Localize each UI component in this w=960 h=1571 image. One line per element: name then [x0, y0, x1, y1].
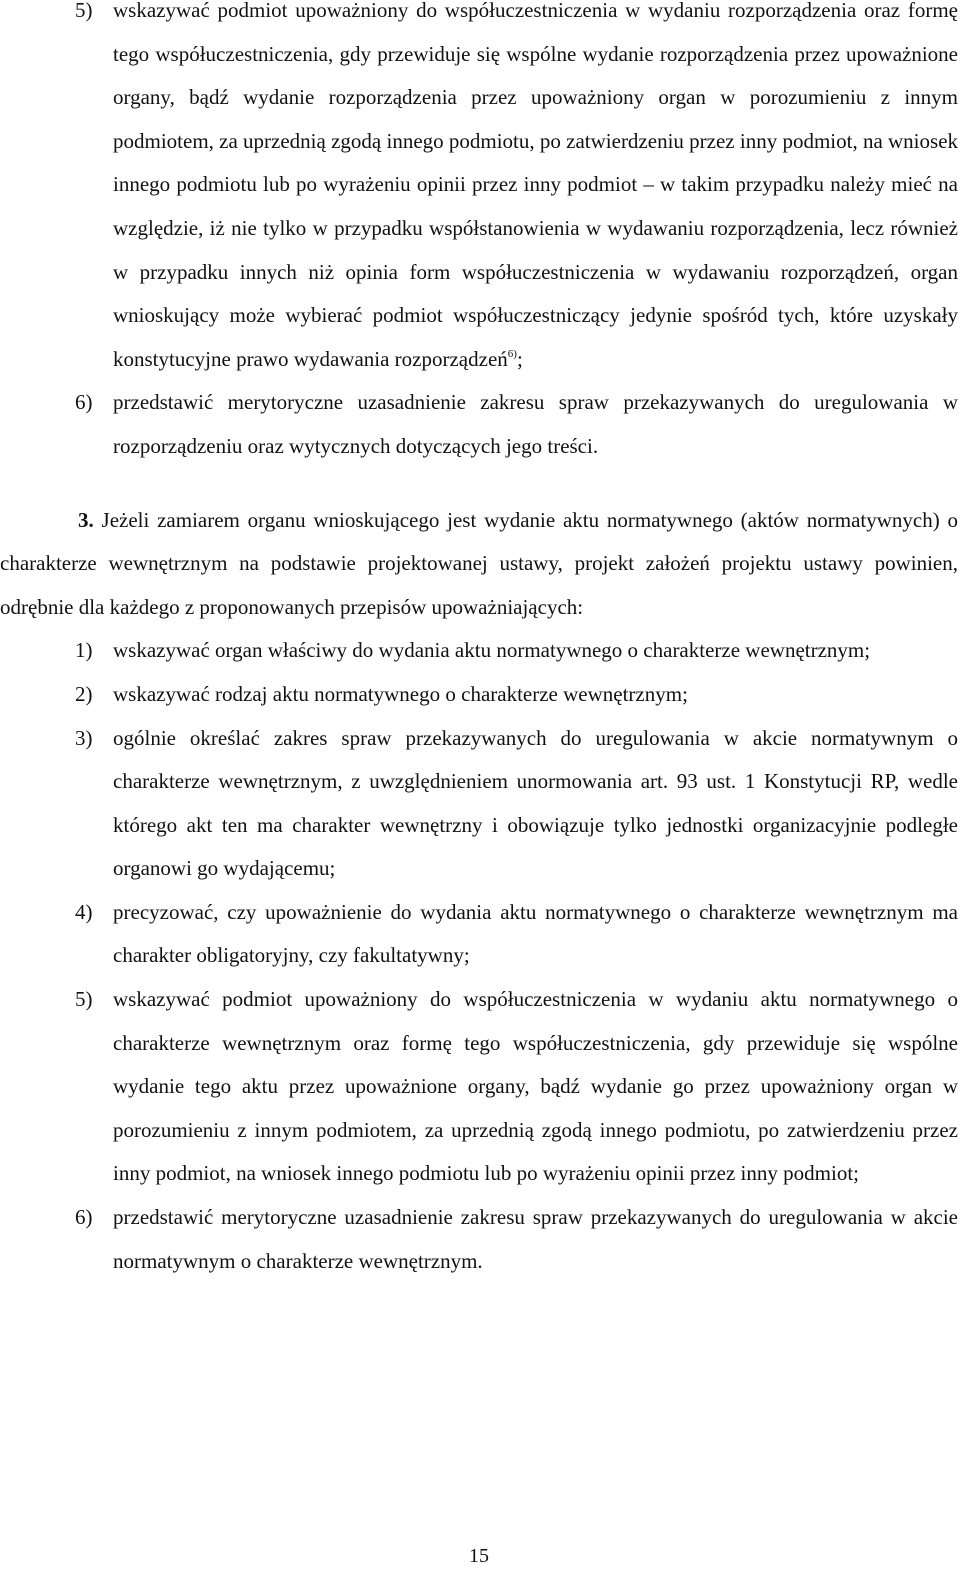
item-number: 6) — [75, 390, 93, 415]
list-item — [0, 381, 958, 468]
item-number: 3) — [75, 725, 93, 750]
item-text: wskazywać organ właściwy do wydania aktu normatywnego o charakterze wewnętrznym; — [113, 638, 871, 663]
item-number: 4) — [75, 899, 93, 924]
item-text: wskazywać podmiot upoważniony do współuczestniczenia w wydaniu aktu normatywnego o charakterze wewnętrznym oraz formę tego współuczestniczenia, gdy przewiduje się wspólne wydanie tego aktu przez upoważnione organy, bądź wydanie go przez upoważniony organ w porozumieniu z innym podmiotem, za uprzednią zgodą innego podmiotu, po zatwierdzeniu przez inny podmiot, na wniosek innego podmiotu lub po wyrażeniu opinii przez inny podmiot; — [113, 987, 958, 1186]
item-number: 1) — [75, 638, 93, 663]
item-text-end: ; — [516, 346, 523, 371]
section-3-paragraph — [0, 499, 958, 630]
item-text: precyzować, czy upoważnienie do wydania aktu normatywnego o charakterze wewnętrznym ma charakter obligatoryjny, czy fakultatywny; — [113, 899, 958, 968]
item-text: przedstawić merytoryczne uzasadnienie zakresu spraw przekazywanych do uregulowania w akcie normatywnym o charakterze wewnętrznym. — [113, 1205, 958, 1273]
item-text: przedstawić merytoryczne uzasadnienie zakresu spraw przekazywanych do uregulowania w rozporządzeniu oraz wytycznych dotyczących jego treści. — [113, 390, 958, 458]
item-text: wskazywać rodzaj aktu normatywnego o charakterze wewnętrznym; — [113, 681, 688, 706]
section-intro: Jeżeli zamiarem organu wnioskującego jest wydanie aktu normatywnego (aktów normatywnych) o charakterze wewnętrznym na podstawie projektowanej ustawy, projekt założeń projektu ustawy powinien, odrębnie dla każdego z proponowanych przepisów upoważniających: — [0, 507, 958, 619]
item-number: 5) — [75, 987, 93, 1012]
list-item — [0, 978, 958, 1196]
item-text: wskazywać podmiot upoważniony do współuczestniczenia w wydaniu rozporządzenia oraz formę tego współuczestniczenia, gdy przewiduje się wspólne wydanie rozporządzenia przez upoważnione organy, bądź wydanie rozporządzenia przez upoważniony organ w porozumieniu z innym podmiotem, za uprzednią zgodą innego podmiotu, po zatwierdzeniu przez inny podmiot, na wniosek innego podmiotu lub po wyrażeniu opinii przez inny podmiot – w takim przypadku należy mieć na względzie, iż nie tylko w przypadku współstanowienia w wydawaniu rozporządzenia, lecz również w przypadku innych niż opinia form współuczestniczenia w wydawaniu rozporządzeń, organ wnioskujący może wybierać podmiot współuczestniczący jedynie spośród tych, które uzyskały konstytucyjne prawo wydawania rozporządzeń — [113, 0, 959, 371]
item-number: 5) — [75, 0, 93, 22]
section-number: 3. — [78, 507, 94, 532]
list-item — [0, 891, 958, 978]
list-item — [0, 1196, 958, 1283]
footnote-ref: 6) — [507, 347, 517, 360]
item-text: ogólnie określać zakres spraw przekazywanych do uregulowania w akcie normatywnym o charakterze wewnętrznym, z uwzględnieniem unormowania art. 93 ust. 1 Konstytucji RP, wedle którego akt ten ma charakter wewnętrzny i obowiązuje tylko jednostki organizacyjnie podległe organowi go wydającemu; — [113, 725, 958, 881]
list-item — [0, 629, 958, 673]
list-item — [0, 0, 958, 381]
item-number: 6) — [75, 1205, 93, 1230]
list-item — [0, 717, 958, 891]
list-item — [0, 673, 958, 717]
item-number: 2) — [75, 681, 93, 706]
page-number: 15 — [469, 1545, 489, 1567]
